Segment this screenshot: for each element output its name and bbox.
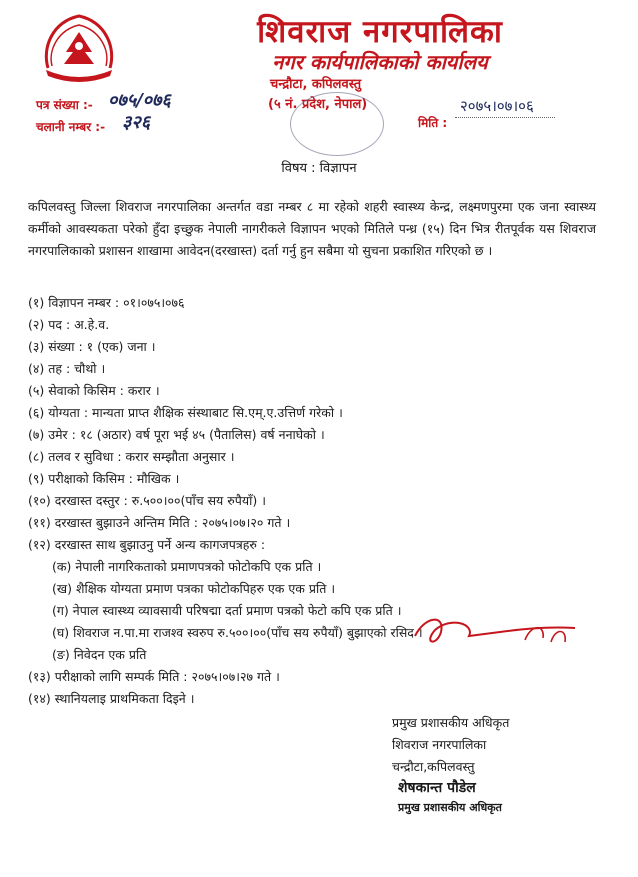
sub-list-item: (ङ) निवेदन एक प्रति: [52, 647, 147, 662]
sub-list-item: (ख) शैक्षिक योग्यता प्रमाण पत्रका फोटोकपिहरु एक एक प्रति ।: [52, 581, 336, 596]
signature-line1: प्रमुख प्रशासकीय अधिकृत: [392, 715, 510, 730]
letterhead-title: शिवराज नगरपालिका: [257, 14, 503, 50]
patra-sankhya-label: पत्र संख्या :-: [36, 98, 93, 112]
list-item: (१३) परीक्षाको लागि सम्पर्क मिति : २०७५।०७।२७ गते ।: [28, 669, 280, 684]
letterhead-subtitle: नगर कार्यपालिकाको कार्यालय: [272, 50, 488, 74]
list-item: (१२) दरखास्त साथ बुझाउनु पर्ने अन्य कागजपत्रहरु :: [28, 537, 266, 552]
notice-body: कपिलवस्तु जिल्ला शिवराज नगरपालिका अन्तर्गत वडा नम्बर ८ मा रहेको शहरी स्वास्थ्य केन्द्र, लक्ष्मणपुरमा एक जना स्वास्थ्य कर्मीको आवस्यकता परेको हुँदा इच्छुक नेपाली नागरीकले विज्ञापन भएको मितिले पन्ध्र (१५) दिन भित्र रीतपूर्वक यस शिवराज नगरपालिकाको प्रशासन शाखामा आवेदन(दरखास्त) दर्ता गर्नु हुन सबैमा यो सुचना प्रकाशित गरिएको छ ।: [28, 199, 596, 258]
signature-line2: शिवराज नगरपालिका: [392, 737, 487, 752]
signatory-name: शेषकान्त पौडेल: [398, 780, 476, 796]
chalani-label: चलानी नम्बर :-: [36, 120, 106, 134]
list-item: (९) परीक्षाको किसिम : मौखिक ।: [28, 471, 180, 486]
date-underline: [455, 117, 555, 118]
list-item: (११) दरखास्त बुझाउने अन्तिम मिति : २०७५।०७।२० गते ।: [28, 515, 291, 530]
list-item: (१) विज्ञापन नम्बर : ०१।०७५।०७६: [28, 295, 185, 310]
signatory-title: प्रमुख प्रशासकीय अधिकृत: [398, 801, 502, 814]
letterhead-province: (५ नं. प्रदेश, नेपाल): [268, 97, 368, 112]
sub-list-item: (ग) नेपाल स्वास्थ्य व्यावसायी परिषद्मा दर्ता प्रमाण पत्रको फेटो कपि एक प्रति ।: [52, 603, 402, 618]
list-item: (८) तलव र सुविधा : करार सम्झौता अनुसार ।: [28, 449, 235, 464]
patra-sankhya-value: ०७५/०७६: [108, 90, 171, 111]
list-item: (३) संख्या : १ (एक) जना ।: [28, 339, 156, 354]
list-item: (६) योग्यता : मान्यता प्राप्त शैक्षिक संस्थाबाट सि.एम्.ए.उत्तिर्ण गरेको ।: [28, 405, 343, 420]
list-item: (७) उमेर : १८ (अठार) वर्ष पूरा भई ४५ (पैतालिस) वर्ष ननाघेको ।: [28, 427, 325, 442]
handwritten-signature: [405, 606, 585, 658]
subject-line: विषय : विज्ञापन: [281, 161, 357, 176]
list-item: (१०) दरखास्त दस्तुर : रु.५००।००(पाँच सय रुपैयाँ) ।: [28, 493, 266, 508]
sub-list-item: (घ) शिवराज न.पा.मा राजश्व स्वरुप रु.५००।००(पाँच सय रुपैयाँ) बुझाएको रसिद ।: [52, 625, 423, 640]
office-stamp: [290, 92, 384, 156]
chalani-value: ३२६: [122, 112, 151, 133]
list-item: (४) तह : चौथो ।: [28, 361, 106, 376]
sub-list-item: (क) नेपाली नागरिकताको प्रमाणपत्रको फोटोकपि एक प्रति ।: [52, 559, 322, 574]
list-item: (१४) स्थानियलाइ प्राथमिकता दिइने ।: [28, 691, 195, 706]
date-label: मिति :: [418, 116, 448, 130]
signature-line3: चन्द्रौटा,कपिलवस्तु: [392, 759, 475, 774]
letterhead-address: चन्द्रौटा, कपिलवस्तु: [270, 77, 362, 92]
list-item: (२) पद : अ.हे.व.: [28, 317, 110, 332]
government-emblem-icon: [38, 8, 120, 82]
list-item: (५) सेवाको किसिम : करार ।: [28, 383, 160, 398]
date-value: २०७५।०७।०६: [460, 97, 534, 115]
